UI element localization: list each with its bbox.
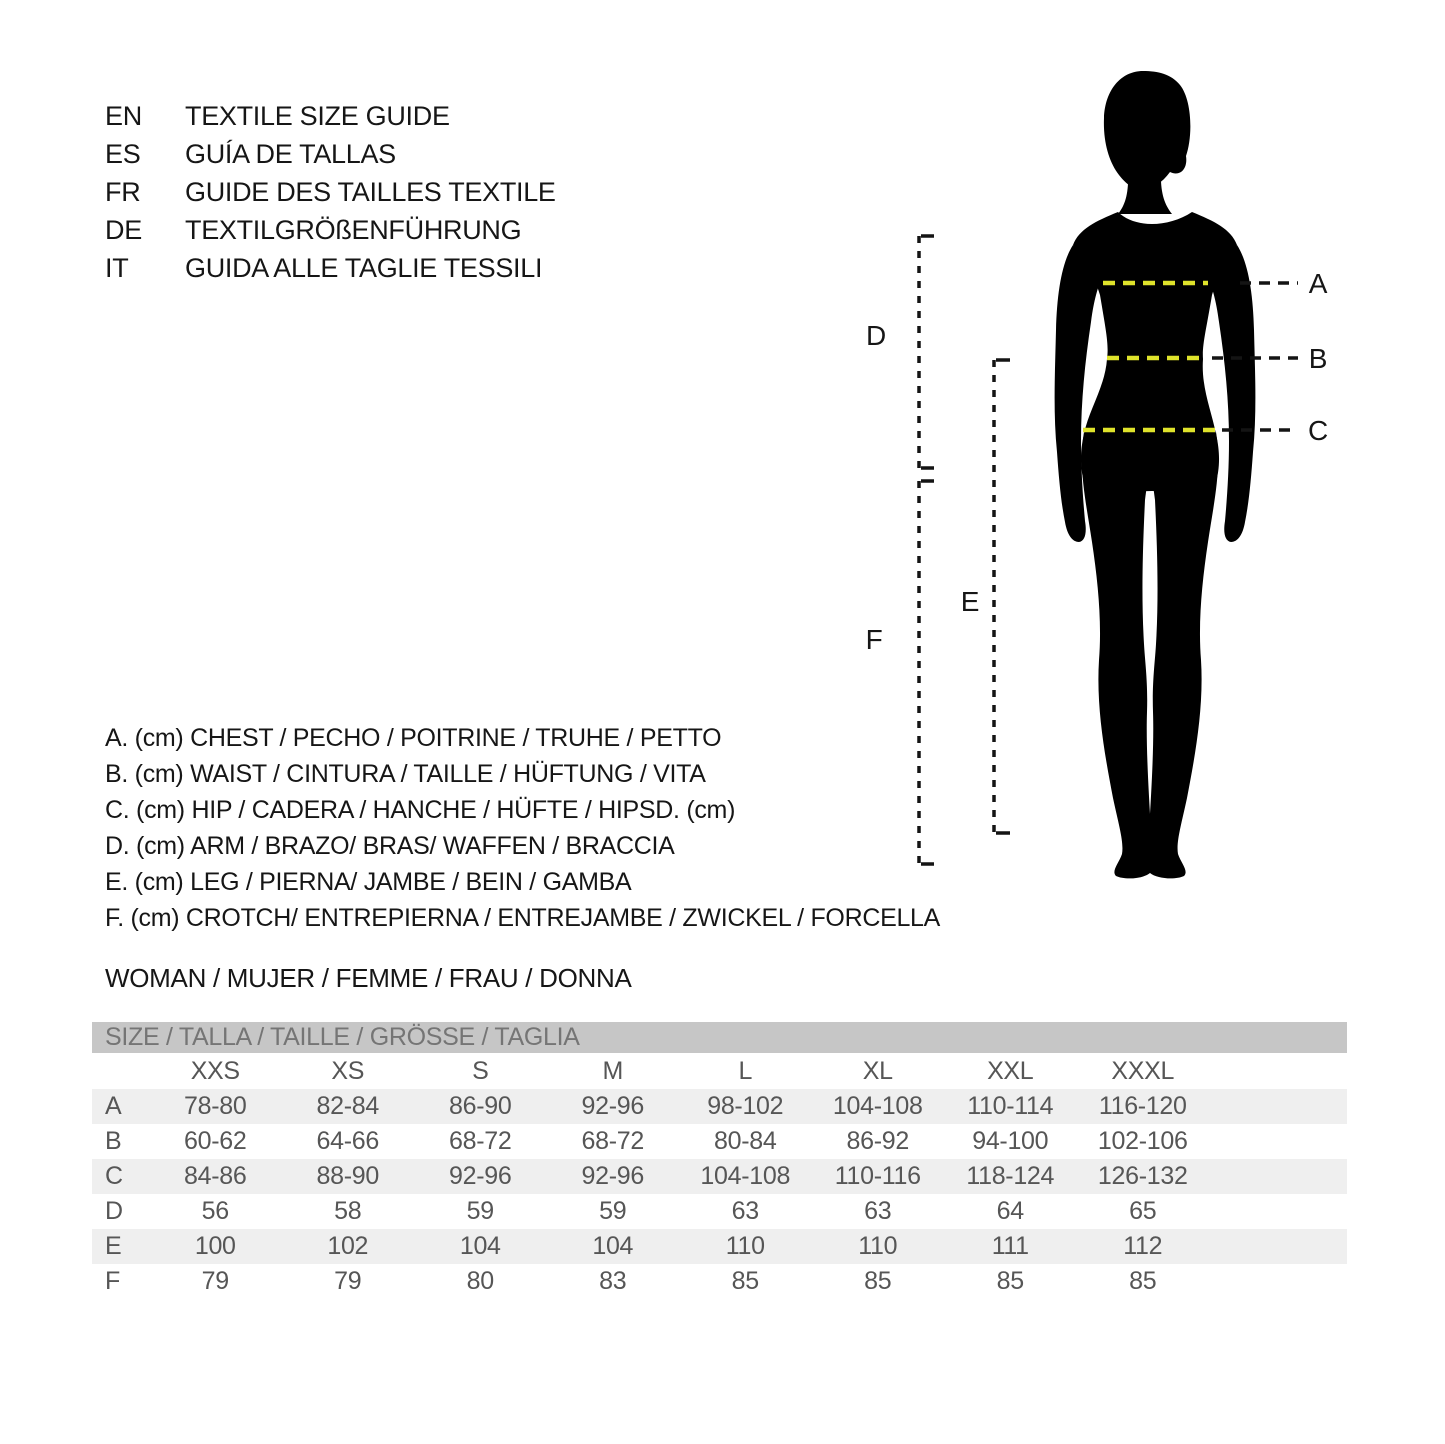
legend-line-c: C. (cm) HIP / CADERA / HANCHE / HÜFTE / HIPSD. (cm) (105, 796, 736, 824)
legend-line-d: D. (cm) ARM / BRAZO/ BRAS/ WAFFEN / BRACCIA (105, 832, 675, 860)
cell: 64-66 (316, 1127, 379, 1155)
row-label: B (105, 1127, 122, 1155)
table-row (92, 1229, 1347, 1264)
guide-title: GUIDA ALLE TAGLIE TESSILI (185, 253, 543, 283)
cell: 63 (864, 1197, 892, 1225)
measure-tick-d (921, 236, 934, 468)
figure-label-a: A (1308, 268, 1328, 299)
row-label: F (105, 1267, 120, 1295)
table-row (92, 1159, 1347, 1194)
figure-label-c: C (1308, 415, 1328, 446)
figure-label-e: E (960, 586, 980, 617)
size-col-header: M (602, 1056, 624, 1085)
row-label: C (105, 1162, 123, 1190)
language-code: FR (105, 177, 141, 207)
size-col-header: L (738, 1056, 753, 1085)
cell: 92-96 (581, 1092, 644, 1120)
size-col-header: XXXL (1111, 1056, 1175, 1085)
cell: 80-84 (714, 1127, 777, 1155)
measure-tick-e (996, 360, 1010, 833)
figure-label-f: F (865, 624, 883, 655)
cell: 68-72 (449, 1127, 512, 1155)
cell: 83 (599, 1267, 627, 1295)
legend-line-f: F. (cm) CROTCH/ ENTREPIERNA / ENTREJAMBE / ZWICKEL / FORCELLA (105, 904, 941, 932)
cell: 92-96 (581, 1162, 644, 1190)
cell: 68-72 (581, 1127, 644, 1155)
cell: 111 (991, 1232, 1029, 1260)
cell: 116-120 (1098, 1092, 1187, 1120)
cell: 100 (194, 1232, 236, 1260)
cell: 112 (1123, 1232, 1163, 1260)
guide-title: TEXTILGRÖßENFÜHRUNG (185, 215, 522, 245)
size-col-header: XXS (190, 1056, 240, 1085)
cell: 110-114 (967, 1092, 1054, 1120)
cell: 56 (201, 1197, 229, 1225)
cell: 64 (996, 1197, 1024, 1225)
size-col-header: XS (331, 1056, 365, 1085)
cell: 104-108 (832, 1092, 923, 1120)
cell: 102-106 (1097, 1127, 1188, 1155)
row-label: A (105, 1092, 122, 1120)
table-row (92, 1124, 1347, 1159)
cell: 126-132 (1097, 1162, 1188, 1190)
size-col-header: XL (862, 1056, 893, 1085)
cell: 58 (334, 1197, 362, 1225)
cell: 82-84 (316, 1092, 379, 1120)
figure-label-d: D (866, 320, 886, 351)
guide-title: GUÍA DE TALLAS (185, 139, 396, 169)
size-col-header: XXL (987, 1056, 1034, 1085)
cell: 85 (996, 1267, 1024, 1295)
cell: 110 (858, 1232, 898, 1260)
size-col-header: S (472, 1056, 489, 1085)
table-row (92, 1194, 1347, 1229)
guide-title: TEXTILE SIZE GUIDE (185, 101, 450, 131)
cell: 59 (599, 1197, 627, 1225)
size-header-label: SIZE / TALLA / TAILLE / GRÖSSE / TAGLIA (105, 1023, 580, 1051)
language-code: EN (105, 101, 142, 131)
legend-line-e: E. (cm) LEG / PIERNA/ JAMBE / BEIN / GAMBA (105, 868, 632, 896)
language-code: IT (105, 253, 129, 283)
legend-line-a: A. (cm) CHEST / PECHO / POITRINE / TRUHE / PETTO (105, 724, 722, 752)
legend-line-b: B. (cm) WAIST / CINTURA / TAILLE / HÜFTUNG / VITA (105, 760, 706, 788)
gender-title: WOMAN / MUJER / FEMME / FRAU / DONNA (105, 963, 632, 993)
table-row (92, 1264, 1347, 1299)
guide-title: GUIDE DES TAILLES TEXTILE (185, 177, 556, 207)
cell: 59 (466, 1197, 494, 1225)
cell: 65 (1129, 1197, 1157, 1225)
cell: 85 (864, 1267, 892, 1295)
language-code: ES (105, 139, 141, 169)
row-label: E (105, 1232, 122, 1260)
cell: 104 (459, 1232, 501, 1260)
cell: 60-62 (184, 1127, 247, 1155)
silhouette-right-leg (1147, 432, 1218, 878)
cell: 98-102 (707, 1092, 784, 1120)
silhouette-left-leg (1082, 432, 1153, 878)
size-header-bar (92, 1022, 1347, 1053)
cell: 102 (327, 1232, 369, 1260)
cell: 80 (466, 1267, 494, 1295)
cell: 92-96 (449, 1162, 512, 1190)
cell: 118-124 (966, 1162, 1055, 1190)
language-code: DE (105, 215, 142, 245)
cell: 104-108 (700, 1162, 791, 1190)
cell: 79 (334, 1267, 362, 1295)
size-table (92, 1053, 1347, 1299)
cell: 86-92 (846, 1127, 909, 1155)
cell: 63 (731, 1197, 759, 1225)
cell: 84-86 (184, 1162, 247, 1190)
figure-label-b: B (1308, 343, 1328, 374)
cell: 104 (592, 1232, 634, 1260)
cell: 110 (725, 1232, 765, 1260)
cell: 86-90 (449, 1092, 512, 1120)
cell: 78-80 (184, 1092, 247, 1120)
cell: 85 (731, 1267, 759, 1295)
cell: 110-116 (834, 1162, 921, 1190)
row-label: D (105, 1197, 123, 1225)
cell: 79 (201, 1267, 229, 1295)
measurement-legend (105, 720, 940, 936)
table-row (92, 1089, 1347, 1124)
size-table-header-row (92, 1053, 1347, 1089)
cell: 94-100 (972, 1127, 1049, 1155)
cell: 85 (1129, 1267, 1157, 1295)
cell: 88-90 (316, 1162, 379, 1190)
